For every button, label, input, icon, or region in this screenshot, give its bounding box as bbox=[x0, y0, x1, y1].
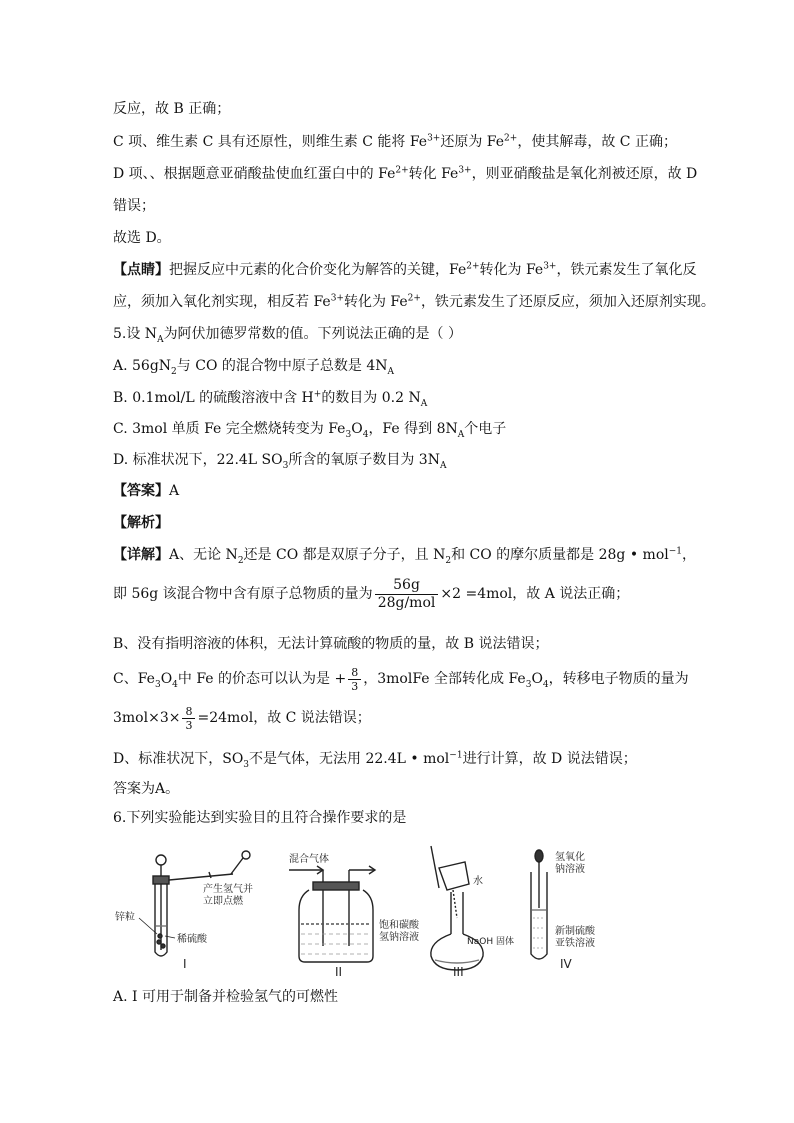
text-line: 故选 D。 bbox=[113, 230, 171, 246]
fraction: $\frac{56g}{\text{28g/mol}}$ bbox=[375, 577, 439, 612]
svg-text:水: 水 bbox=[473, 876, 483, 887]
svg-text:新制硫酸: 新制硫酸 bbox=[555, 926, 595, 937]
question-6-stem: 6.下列实验能达到实验目的且符合操作要求的是 bbox=[113, 810, 407, 826]
apparatus-4 bbox=[531, 850, 596, 971]
svg-text:锌粒: 锌粒 bbox=[115, 912, 135, 923]
question-stem: 5.设 $N_A$为阿伏加德罗常数的值。下列说法正确的是（ ） bbox=[113, 326, 463, 345]
svg-text:立即点燃: 立即点燃 bbox=[203, 896, 243, 907]
svg-text:产生氢气并: 产生氢气并 bbox=[203, 884, 253, 895]
svg-text:氢钠溶液: 氢钠溶液 bbox=[379, 932, 419, 943]
svg-text:NaOH 固体: NaOH 固体 bbox=[467, 937, 514, 947]
option-d: D. 标准状况下，22.4L $SO_3$所含的氧原子数目为 $3N_A$ bbox=[113, 452, 447, 471]
text-line: D 项、、根据题意亚硝酸盐使血红蛋白中的 $Fe^{2+}$转化 $Fe^{3+}$，则亚硝酸盐是氧化剂被还原，故 D bbox=[113, 165, 698, 182]
option-b: B. 0.1mol/L 的硫酸溶液中含 H+的数目为 0.2 $N_A$ bbox=[113, 389, 428, 409]
detail-line: 即 56g 该混合物中含有原子总物质的量为 $\frac{56g}{\text{28g/mol}}$ ×2 =4mol，故 A 说法正确； bbox=[113, 576, 630, 611]
detail-line: 【详解】A、无论 $N_2$还是 CO 都是双原子分子，且 $N_2$和 CO 的摩尔质量都是 28g • mol$^{-1}$， bbox=[113, 546, 697, 566]
text-line: C 项、维生素 C 具有还原性，则维生素 C 能将 $Fe^{3+}$还原为 $Fe^{2+}$，使其解毒，故 C 正确； bbox=[113, 133, 677, 150]
fraction: $\frac{8}{3}$ bbox=[348, 666, 361, 693]
detail-line: C、$Fe_3O_4$中 Fe 的价态可以认为是 + $\frac{8}{3}$ ，3molFe 全部转化成 $Fe_3O_4$，转移电子物质的量为 bbox=[113, 665, 689, 693]
svg-text:IV: IV bbox=[560, 957, 572, 971]
detail-line: D、标准状况下，$SO_3$不是气体，无法用 22.4L • mol$^{-1}$进行计算，故 D 说法错误； bbox=[113, 750, 637, 770]
apparatus-1 bbox=[115, 851, 253, 971]
detail-line: 3mol×3× $\frac{8}{3}$ =24mol，故 C 说法错误； bbox=[113, 704, 371, 732]
apparatus-3 bbox=[431, 846, 514, 978]
fraction: $\frac{8}{3}$ bbox=[182, 705, 195, 732]
svg-text:II: II bbox=[335, 965, 343, 978]
q6-option-a: A. I 可用于制备并检验氢气的可燃性 bbox=[113, 989, 338, 1005]
option-a: A. $56gN_2$与 CO 的混合物中原子总数是 $4N_A$ bbox=[113, 358, 394, 377]
detail-line: 答案为A。 bbox=[113, 781, 180, 797]
answer-line: 【答案】A bbox=[113, 483, 180, 499]
detail-line: B、没有指明溶液的体积，无法计算硫酸的物质的量，故 B 说法错误； bbox=[113, 636, 549, 652]
svg-text:III: III bbox=[453, 965, 464, 978]
svg-text:钠溶液: 钠溶液 bbox=[555, 864, 585, 875]
text-line: 反应，故 B 正确； bbox=[113, 101, 231, 117]
analysis-label: 【解析】 bbox=[113, 515, 169, 531]
apparatus-2 bbox=[289, 852, 420, 978]
svg-text:I: I bbox=[183, 957, 187, 971]
text-line: 错误； bbox=[113, 198, 155, 214]
svg-text:稀硫酸: 稀硫酸 bbox=[177, 934, 207, 945]
experiment-figures bbox=[113, 838, 613, 982]
svg-text:亚铁溶液: 亚铁溶液 bbox=[555, 938, 595, 949]
svg-text:氢氧化: 氢氧化 bbox=[555, 852, 585, 863]
note-line: 应，须加入氧化剂实现，相反若 $Fe^{3+}$转化为 $Fe^{2+}$，铁元素发生了还原反应，须加入还原剂实现。 bbox=[113, 293, 715, 310]
option-c: C. 3mol 单质 Fe 完全燃烧转变为 $Fe_3O_4$，Fe 得到 $8N_A$个电子 bbox=[113, 421, 507, 440]
svg-text:混合气体: 混合气体 bbox=[289, 854, 329, 865]
note-line: 【点睛】把握反应中元素的化合价变化为解答的关键，$Fe^{2+}$转化为 $Fe^{3+}$，铁元素发生了氧化反 bbox=[113, 261, 697, 278]
svg-text:饱和碳酸: 饱和碳酸 bbox=[379, 920, 419, 931]
